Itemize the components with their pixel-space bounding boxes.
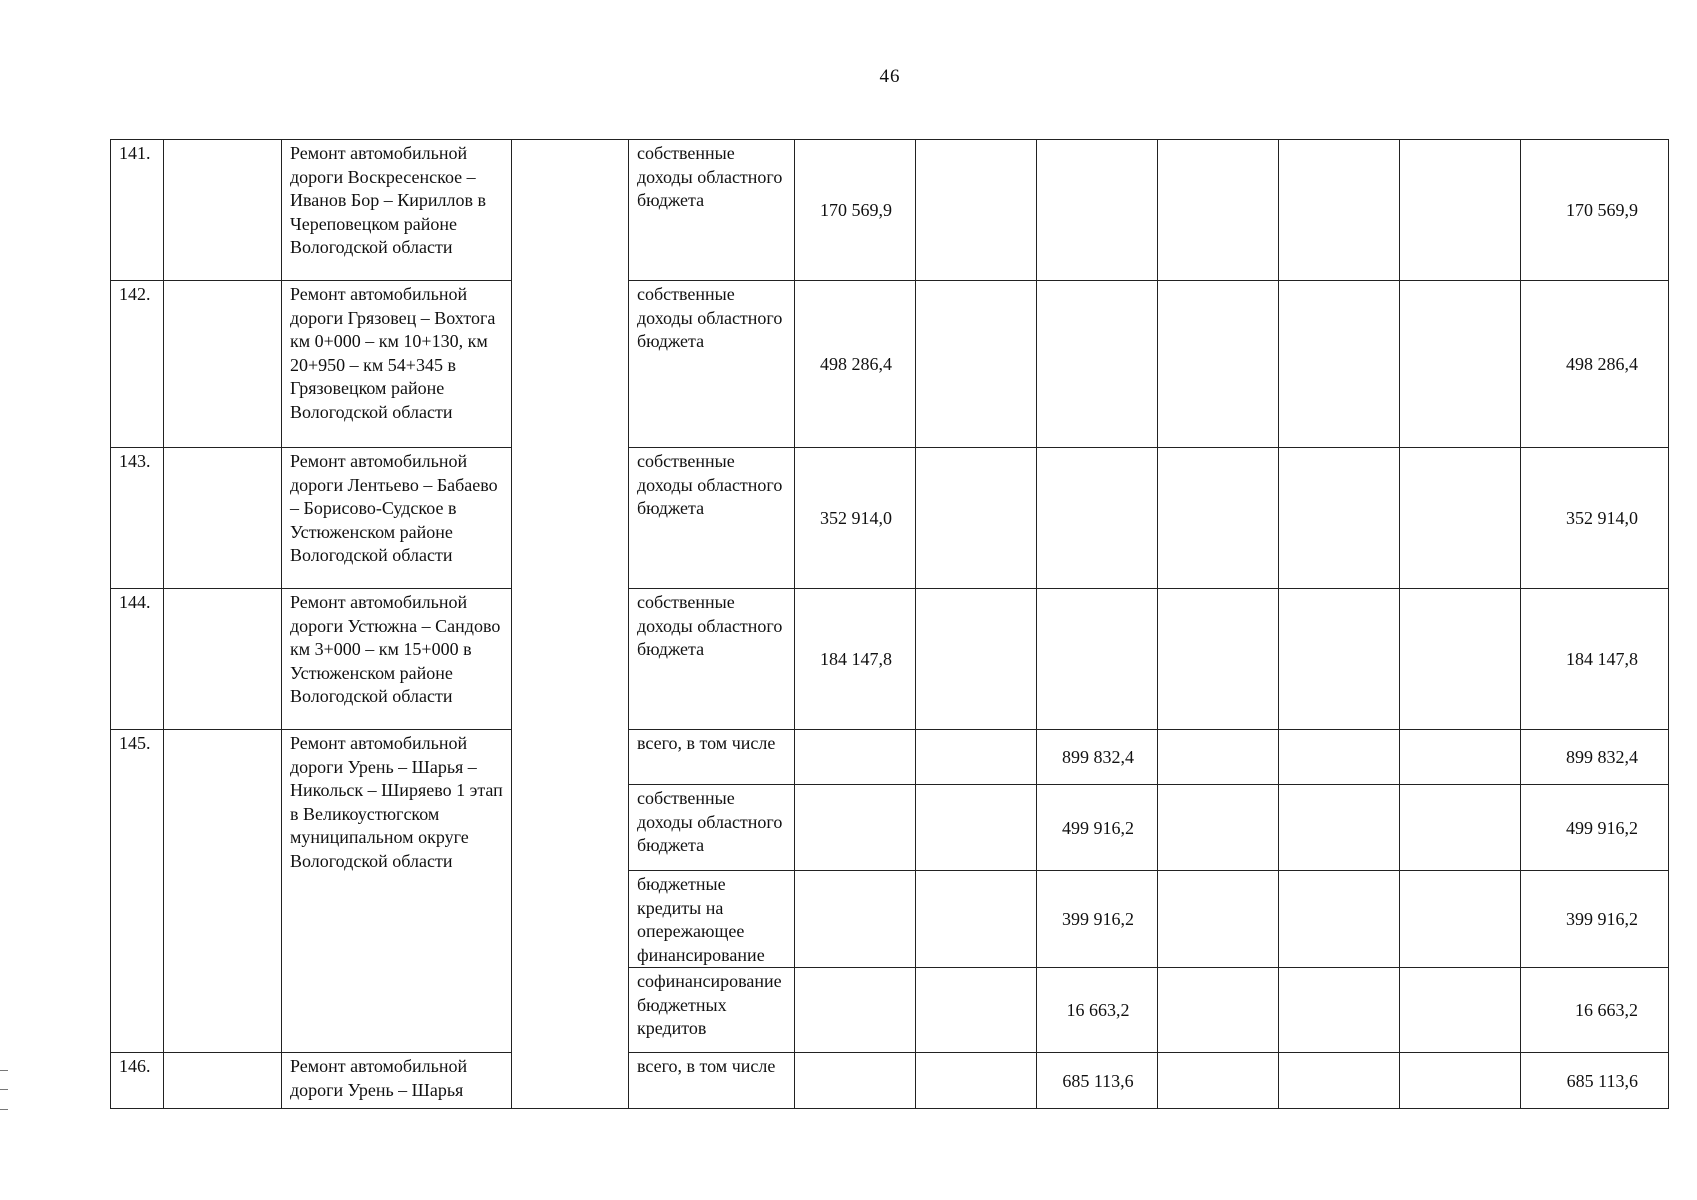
amount-cell [1158, 730, 1279, 785]
table-row [111, 281, 1669, 448]
amount-cell [1279, 730, 1400, 785]
amount-cell [1158, 968, 1279, 1053]
amount-cell [1158, 785, 1279, 871]
amount-cell [1037, 448, 1158, 589]
funding-source: софинансирование бюджетных кредитов [629, 968, 795, 1053]
object-name: Ремонт автомобильной дороги Воскресенское – Иванов Бор – Кириллов в Череповецком районе Вологодской области [282, 140, 512, 281]
amount-cell: 16 663,2 [1037, 968, 1158, 1053]
object-name: Ремонт автомобильной дороги Устюжна – Сандово км 3+000 – км 15+000 в Устюженском районе Вологодской области [282, 589, 512, 730]
amount-cell [1400, 281, 1521, 448]
amount-cell [1400, 871, 1521, 968]
amount-cell [1158, 1053, 1279, 1109]
amount-cell: 685 113,6 [1037, 1053, 1158, 1109]
funding-source: собственные доходы областного бюджета [629, 448, 795, 589]
table-row [111, 1053, 1669, 1109]
row-number: 146. [111, 1053, 164, 1109]
amount-cell [1158, 589, 1279, 730]
row-number: 144. [111, 589, 164, 730]
empty-cell [164, 448, 282, 589]
row-number: 143. [111, 448, 164, 589]
amount-cell [1037, 589, 1158, 730]
amount-cell [1400, 448, 1521, 589]
amount-cell [1279, 871, 1400, 968]
amount-cell [916, 871, 1037, 968]
amount-cell: 399 916,2 [1037, 871, 1158, 968]
object-name: Ремонт автомобильной дороги Урень – Шарья [282, 1053, 512, 1109]
amount-cell [1400, 785, 1521, 871]
amount-cell [916, 1053, 1037, 1109]
funding-source: собственные доходы областного бюджета [629, 140, 795, 281]
amount-cell: 498 286,4 [795, 281, 916, 448]
empty-cell [164, 589, 282, 730]
amount-cell [1158, 871, 1279, 968]
amount-cell [916, 589, 1037, 730]
amount-cell [1279, 1053, 1400, 1109]
amount-cell [916, 730, 1037, 785]
amount-cell [1400, 589, 1521, 730]
amount-cell [1279, 589, 1400, 730]
amount-cell [916, 968, 1037, 1053]
total-cell: 899 832,4 [1521, 730, 1669, 785]
table-row [111, 589, 1669, 730]
amount-cell: 899 832,4 [1037, 730, 1158, 785]
funding-source: собственные доходы областного бюджета [629, 281, 795, 448]
empty-cell [164, 730, 282, 1053]
amount-cell [1279, 281, 1400, 448]
amount-cell [1400, 1053, 1521, 1109]
amount-cell [795, 871, 916, 968]
object-name: Ремонт автомобильной дороги Грязовец – Вохтога км 0+000 – км 10+130, км 20+950 – км 54+345 в Грязовецком районе Вологодской области [282, 281, 512, 448]
amount-cell [1279, 140, 1400, 281]
funding-source: всего, в том числе [629, 730, 795, 785]
amount-cell [1279, 968, 1400, 1053]
total-cell: 498 286,4 [1521, 281, 1669, 448]
amount-cell: 499 916,2 [1037, 785, 1158, 871]
object-name: Ремонт автомобильной дороги Лентьево – Бабаево – Борисово-Судское в Устюженском районе Вологодской области [282, 448, 512, 589]
amount-cell [1400, 140, 1521, 281]
amount-cell [916, 448, 1037, 589]
total-cell: 685 113,6 [1521, 1053, 1669, 1109]
total-cell: 170 569,9 [1521, 140, 1669, 281]
total-cell: 16 663,2 [1521, 968, 1669, 1053]
empty-cell [164, 1053, 282, 1109]
total-cell: 352 914,0 [1521, 448, 1669, 589]
table-row [111, 140, 1669, 281]
amount-cell [795, 968, 916, 1053]
total-cell: 499 916,2 [1521, 785, 1669, 871]
funding-source: собственные доходы областного бюджета [629, 785, 795, 871]
amount-cell [1400, 730, 1521, 785]
table-row [111, 730, 1669, 785]
amount-cell [1400, 968, 1521, 1053]
amount-cell [1037, 140, 1158, 281]
row-number: 145. [111, 730, 164, 1053]
amount-cell [1158, 448, 1279, 589]
row-number: 141. [111, 140, 164, 281]
amount-cell [1279, 785, 1400, 871]
object-name: Ремонт автомобильной дороги Урень – Шарья – Никольск – Ширяево 1 этап в Великоустюгском муниципальном округе Вологодской области [282, 730, 512, 1053]
total-cell: 399 916,2 [1521, 871, 1669, 968]
amount-cell [916, 140, 1037, 281]
amount-cell [1037, 281, 1158, 448]
amount-cell [1158, 281, 1279, 448]
amount-cell: 352 914,0 [795, 448, 916, 589]
funding-source: бюджетные кредиты на опережающее финансирование [629, 871, 795, 968]
empty-cell [164, 140, 282, 281]
empty-cell [164, 281, 282, 448]
scan-edge-marks [0, 1070, 8, 1110]
total-cell: 184 147,8 [1521, 589, 1669, 730]
amount-cell [1279, 448, 1400, 589]
amount-cell: 184 147,8 [795, 589, 916, 730]
amount-cell [795, 1053, 916, 1109]
amount-cell [795, 730, 916, 785]
row-number: 142. [111, 281, 164, 448]
budget-table [110, 139, 1669, 1109]
empty-merged-cell [512, 140, 629, 1109]
amount-cell [916, 281, 1037, 448]
amount-cell: 170 569,9 [795, 140, 916, 281]
amount-cell [916, 785, 1037, 871]
amount-cell [1158, 140, 1279, 281]
page-number: 46 [879, 66, 901, 87]
funding-source: всего, в том числе [629, 1053, 795, 1109]
funding-source: собственные доходы областного бюджета [629, 589, 795, 730]
amount-cell [795, 785, 916, 871]
table-row [111, 448, 1669, 589]
